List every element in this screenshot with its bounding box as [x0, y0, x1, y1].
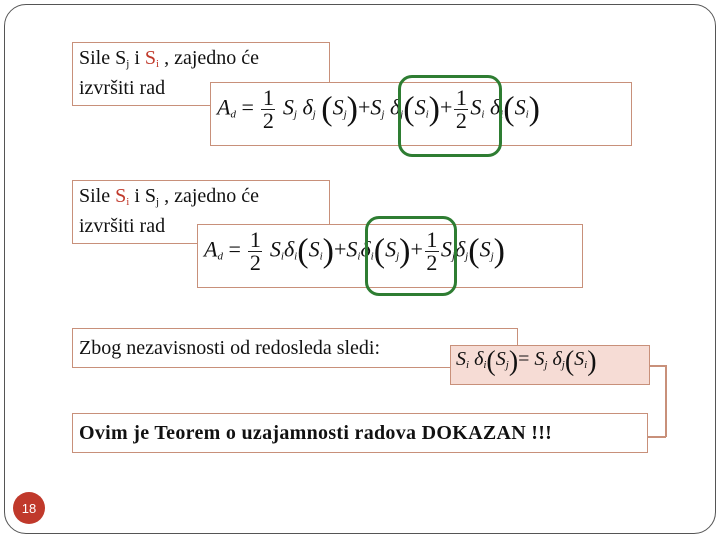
block1-label: Sile $S_j$ i $S_i$ , zajedno će izvršiti rad — [72, 42, 330, 106]
block1-highlight — [398, 75, 502, 157]
connector-vertical — [665, 365, 667, 437]
connector-bottom — [648, 436, 666, 438]
block2-label: Sile $S_i$ i $S_j$ , zajedno će izvršiti rad — [72, 180, 330, 244]
block2-highlight — [365, 216, 457, 296]
connector-horizontal — [650, 365, 666, 367]
page-number: 18 — [21, 500, 37, 516]
block2-formula: $A_d$ = $\frac{1}{2}$ $S_i\delta_i(S_i)+S_i\delta_i(S_j)+$ $\frac{1}{2}$ $S_j\delta_j(S_j)$ — [204, 227, 505, 275]
page-number-badge — [13, 492, 45, 524]
block4-conclusion: Ovim je Teorem o uzajamnosti radova DOKAZAN !!! — [72, 413, 648, 453]
block1-formula: $A_d$ = $\frac{1}{2}$ $S_j$ $\delta_j$ $(S_j)+S_j$ $\delta_j(S_i)+$ $\frac{1}{2}$ $S_i$ $\delta_i(S_i)$ — [217, 85, 540, 133]
block3-formula: $S_i$ $\delta_i(S_j)= S_j$ $\delta_j(S_i)$ — [456, 346, 597, 377]
block3-label: Zbog nezavisnosti od redosleda sledi: — [72, 328, 518, 368]
block3-formula-box — [450, 345, 650, 385]
